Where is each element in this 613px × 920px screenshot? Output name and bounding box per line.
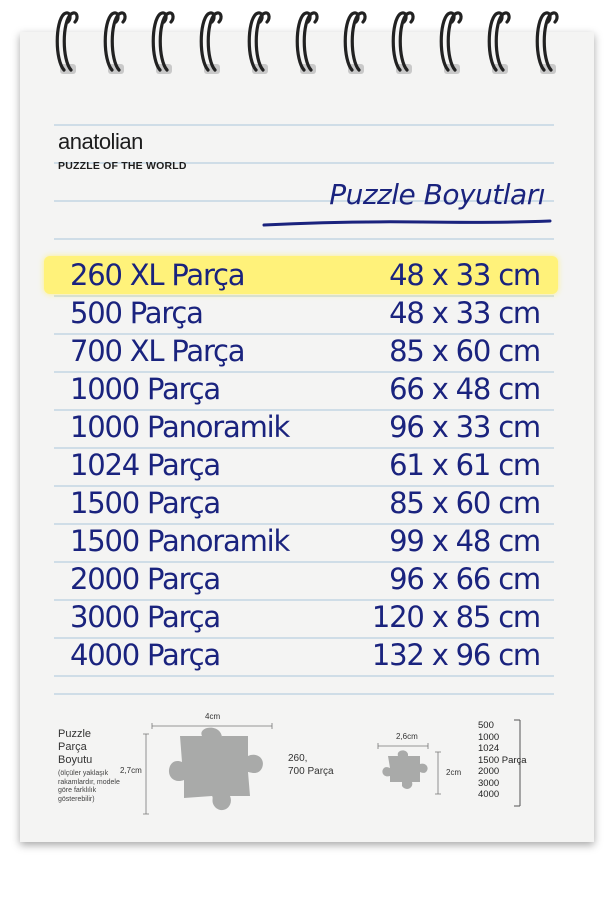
spiral-ring [256,13,269,70]
piece-count: 700 XL Parça [70,334,245,368]
dimensions: 120 x 85 cm [371,600,540,634]
list-item: 2000 [478,766,500,777]
dimensions: 61 x 61 cm [389,448,540,482]
spiral-ring [64,13,77,70]
list-item: 1000 [478,731,500,743]
small-puzzle-piece-icon [372,734,452,804]
list-item: 3000 [478,777,500,789]
for-line: 700 Parça [288,766,334,777]
size-row [70,370,540,408]
note-line: gösterebilir) [58,795,95,803]
list-item: 1500 Parça [478,754,527,766]
brand-tagline: PUZZLE OF THE WORLD [58,160,187,172]
label-line: Boyutu [58,754,93,766]
large-piece-for [288,752,334,778]
spiral-ring [112,13,125,70]
piece-size-section [0,700,613,830]
label-line: Parça [58,741,87,753]
dimensions: 132 x 96 cm [371,638,540,672]
size-row [70,484,540,522]
large-puzzle-piece-icon [140,714,280,824]
spiral-ring [496,13,509,70]
note-line: rakamlardır, modele [58,778,120,786]
small-piece-for-list [478,720,527,801]
piece-count: 1024 Parça [70,448,220,482]
large-height-label: 2,7cm [120,766,142,775]
size-row [70,332,540,370]
size-row [70,522,540,560]
size-row [70,408,540,446]
approximation-note [58,770,120,804]
dimensions: 48 x 33 cm [389,296,540,330]
dimensions: 85 x 60 cm [389,334,540,368]
for-line: 260, [288,753,308,764]
piece-count: 1500 Parça [70,486,220,520]
note-line: (ölçüler yaklaşık [58,770,109,777]
piece-count: 260 XL Parça [70,258,245,292]
size-row [70,446,540,484]
dimensions: 66 x 48 cm [389,372,540,406]
piece-count: 3000 Parça [70,600,220,634]
piece-size-label [58,728,92,767]
dimensions: 99 x 48 cm [389,524,540,558]
piece-count: 1000 Panoramik [70,410,290,444]
size-row [70,560,540,598]
list-item: 1024 [478,743,500,754]
spiral-ring [352,13,365,70]
size-row [70,598,540,636]
small-height-label: 2cm [446,768,462,777]
list-item: 4000 [478,789,500,800]
label-line: Puzzle [58,728,92,740]
size-row [70,256,540,294]
spiral-ring [400,13,413,70]
spiral-ring [208,13,221,70]
dimensions: 96 x 33 cm [389,410,540,444]
piece-count: 2000 Parça [70,562,220,596]
piece-count: 4000 Parça [70,638,220,672]
spiral-binding [0,0,613,90]
list-item: 500 [478,720,494,731]
size-row [70,294,540,332]
dimensions: 48 x 33 cm [389,258,540,292]
spiral-ring [304,13,317,70]
piece-count: 1500 Panoramik [70,524,290,558]
dimensions: 85 x 60 cm [389,486,540,520]
spiral-ring [448,13,461,70]
brand-logo: anatolian [58,129,143,154]
dimensions: 96 x 66 cm [389,562,540,596]
title-underline [262,218,552,228]
spiral-ring [160,13,173,70]
size-row [70,636,540,674]
small-width-label: 2,6cm [396,732,418,741]
piece-count: 500 Parça [70,296,203,330]
large-width-label: 4cm [205,712,221,721]
page-title: Puzzle Boyutları [329,178,545,211]
spiral-ring [544,13,557,70]
piece-count: 1000 Parça [70,372,220,406]
note-line: göre farklılık [58,787,97,794]
